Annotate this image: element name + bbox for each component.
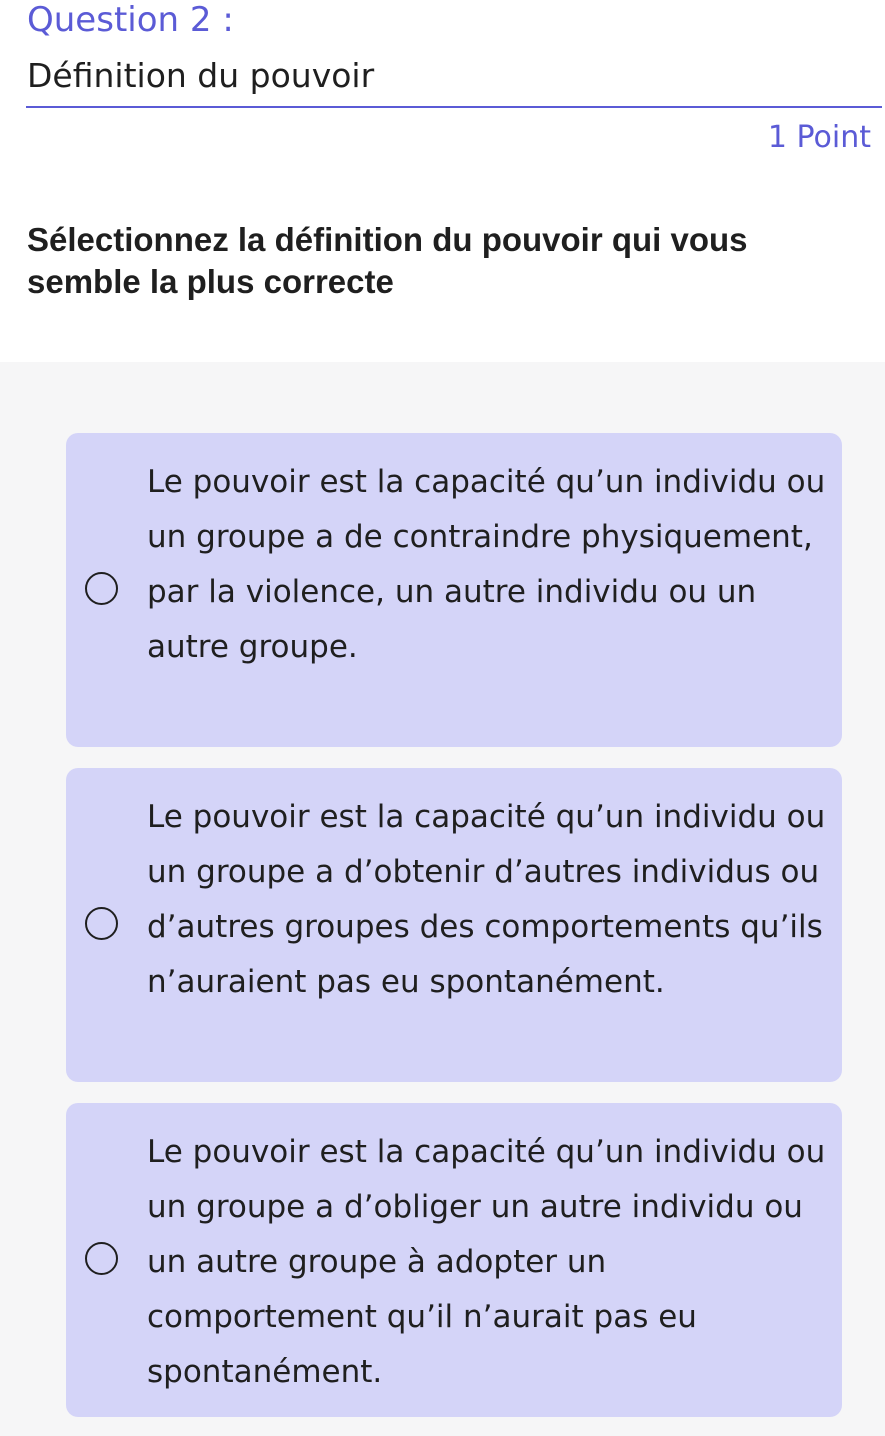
answer-option-2[interactable] xyxy=(66,768,842,1082)
question-header xyxy=(0,0,885,362)
radio-button[interactable] xyxy=(85,907,118,940)
answer-option-text: Le pouvoir est la capacité qu’un individu ou un groupe a d’obliger un autre individu ou un autre groupe à adopter un comportement qu’il n’aurait pas eu spontanément. xyxy=(147,1134,826,1390)
answer-option-text: Le pouvoir est la capacité qu’un individu ou un groupe a de contraindre physiquement, par la violence, un autre individu ou un autre groupe. xyxy=(147,464,826,665)
question-prompt: Sélectionnez la définition du pouvoir qui vous semble la plus correcte xyxy=(27,221,748,300)
question-points: 1 Point xyxy=(767,120,871,155)
answer-option-3[interactable] xyxy=(66,1103,842,1417)
question-title: Définition du pouvoir xyxy=(27,56,375,95)
radio-button[interactable] xyxy=(85,572,118,605)
answer-option-text: Le pouvoir est la capacité qu’un individu ou un groupe a d’obtenir d’autres individus ou d’autres groupes des comportements qu’ils n’auraient pas eu spontanément. xyxy=(147,799,826,1000)
title-divider xyxy=(26,106,882,108)
answer-option-1[interactable] xyxy=(66,433,842,747)
question-number: Question 2 : xyxy=(27,0,234,40)
radio-button[interactable] xyxy=(85,1242,118,1275)
